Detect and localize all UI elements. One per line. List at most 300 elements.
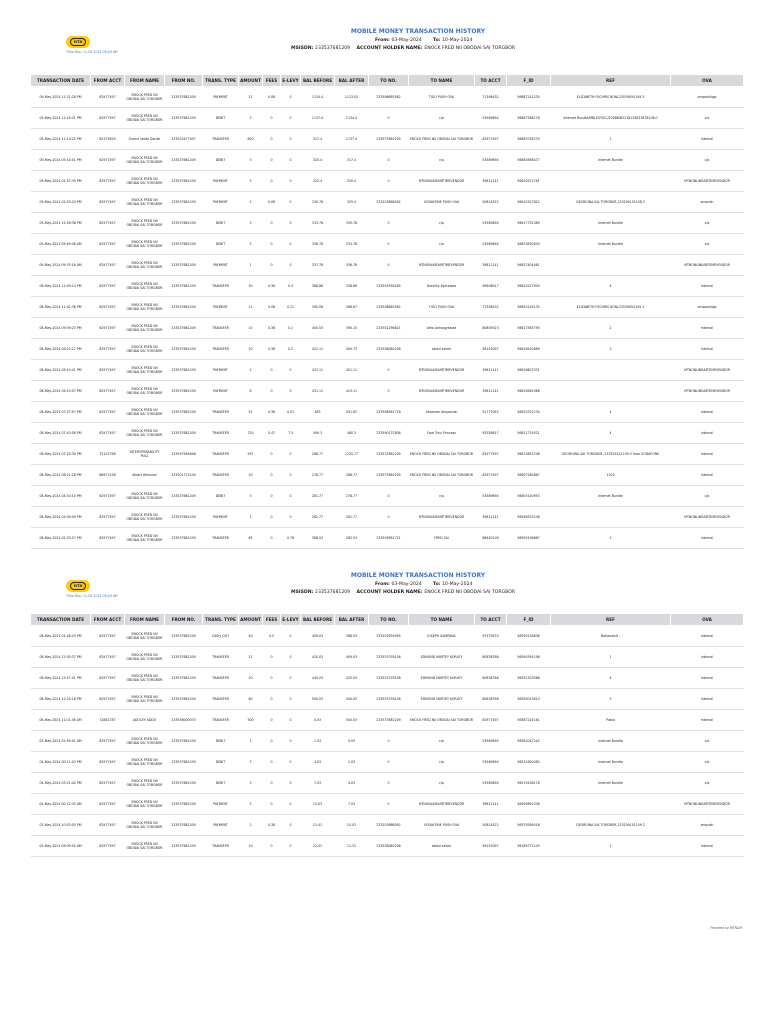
cell-transaction-date: 09-May-2024 12:26:36 PM	[31, 213, 91, 234]
cell-to-acct: 82977497	[475, 710, 507, 731]
cell-fees: 0.38	[263, 402, 281, 423]
cell-to-acct: 99608917	[475, 276, 507, 297]
table-row	[31, 444, 744, 465]
cell-to-no: 0	[369, 234, 409, 255]
cell-from-acct: 82977497	[91, 171, 125, 192]
cell-amount: 20	[239, 339, 263, 360]
column-header-bal-after: BAL AFTER	[335, 614, 369, 626]
cell-ova: Internal	[671, 339, 744, 360]
cell-bal-after: 282.53	[335, 528, 369, 549]
cell-from-no: 233537681209	[165, 171, 203, 192]
cell-ref	[551, 255, 671, 276]
cell-to-name: c/o	[409, 773, 475, 794]
cell-f-id: 56189772105	[507, 836, 551, 857]
cell-from-acct: 82977497	[91, 339, 125, 360]
cell-amount: 2	[239, 360, 263, 381]
column-header-bal-after: BAL AFTER	[335, 75, 369, 87]
cell-bal-before: 423.11	[301, 360, 335, 381]
cell-f-id: 56616607031	[507, 360, 551, 381]
cell-from-no: 233537681209	[165, 87, 203, 108]
cell-fees: 0	[263, 360, 281, 381]
table-row	[31, 731, 744, 752]
cell-bal-after: 330.78	[335, 213, 369, 234]
cell-amount: 2	[239, 815, 263, 836]
cell-to-no: 0	[369, 731, 409, 752]
cell-from-acct: 82977497	[91, 731, 125, 752]
cell-from-name: ENOCK FRED NII OBODAI SAI TORGBOR	[125, 297, 165, 318]
cell-amount: 10	[239, 836, 263, 857]
cell-fees: 0.5	[263, 626, 281, 647]
cell-fees: 0	[263, 668, 281, 689]
column-header-to-no: TO NO.	[369, 75, 409, 87]
cell-fees: 0	[263, 486, 281, 507]
cell-from-no: 233537681209	[165, 339, 203, 360]
cell-ova: Internal	[671, 668, 744, 689]
cell-to-no: 233203868092	[369, 815, 409, 836]
cell-transaction-date: 09-May-2024 09:49:08 AM	[31, 234, 91, 255]
cell-ova: Internal	[671, 444, 744, 465]
cell-amount: 3	[239, 234, 263, 255]
cell-bal-after: 1137.4	[335, 129, 369, 150]
cell-ova: MTNONLINEAIRTIMEVENDOR	[671, 360, 744, 381]
table-row	[31, 150, 744, 171]
cell-transaction-date: 08-May-2024 09:10:41 PM	[31, 360, 91, 381]
cell-to-acct: 39811141	[475, 381, 507, 402]
cell-to-name: ENOCK FRED NII OBODAI SAI TORGBOR	[409, 444, 475, 465]
cell-to-name: TIGO PUSH OVA	[409, 297, 475, 318]
column-header-f-id: F_ID	[507, 614, 551, 626]
cell-to-acct: 82977497	[475, 465, 507, 486]
cell-ova: MTNONLINEAIRTIMEVENDOR	[671, 507, 744, 528]
cell-bal-after: 325.4	[335, 192, 369, 213]
cell-bal-before: 1.03	[301, 731, 335, 752]
cell-amount: 10	[239, 465, 263, 486]
table-header-row	[31, 614, 744, 626]
cell-amount: 3	[239, 773, 263, 794]
cell-from-no: 233537681209	[165, 234, 203, 255]
cell-to-no: 233558080298	[369, 339, 409, 360]
cell-bal-after: 317.4	[335, 150, 369, 171]
time-run: Time Run: 11-05-2024 08:29 AM	[66, 50, 118, 54]
cell-to-name: FRED SAI	[409, 528, 475, 549]
cell-to-no: 233537681209	[369, 465, 409, 486]
cell-transaction-date: 03-May-2024 10:53:05 PM	[31, 815, 91, 836]
cell-amount: 1	[239, 731, 263, 752]
cell-f-id: 56623830630	[507, 234, 551, 255]
cell-f-id: 56613853708	[507, 444, 551, 465]
page-1-header	[0, 0, 768, 70]
column-header-amount: AMOUNT	[239, 75, 263, 87]
cell-transaction-date: 08-May-2024 07:57:57 PM	[31, 402, 91, 423]
cell-ova: Internal	[671, 402, 744, 423]
cell-ova: Internal	[671, 836, 744, 857]
cell-bal-before: 278.77	[301, 465, 335, 486]
cell-to-name: MTNONLINEAIRTIMEVENDOR	[409, 381, 475, 402]
cell-from-name: ENOCK FRED NII OBODAI SAI TORGBOR	[125, 507, 165, 528]
cell-transaction-date: 08-May-2024 07:24:30 PM	[31, 444, 91, 465]
cell-e-levy: 0	[281, 129, 301, 150]
cell-to-no: 233537681209	[369, 129, 409, 150]
report-title: MOBILE MONEY TRANSACTION HISTORY	[350, 28, 486, 35]
table-row	[31, 423, 744, 444]
cell-f-id: 56519258178	[507, 773, 551, 794]
cell-bal-before: 12.41	[301, 815, 335, 836]
table-row	[31, 402, 744, 423]
cell-to-no: 233598561718	[369, 402, 409, 423]
cell-ref: Nationalsit -	[551, 626, 671, 647]
cell-from-no: 233537681209	[165, 507, 203, 528]
cell-fees: 0	[263, 465, 281, 486]
cell-ref: 1	[551, 129, 671, 150]
cell-transaction-date: 08-May-2024 02:09:09 PM	[31, 507, 91, 528]
cell-ref: 4	[551, 402, 671, 423]
cell-e-levy: 0	[281, 87, 301, 108]
cell-fees: 0.08	[263, 87, 281, 108]
column-header-to-name: TO NAME	[409, 75, 475, 87]
cell-ova: Internal	[671, 710, 744, 731]
cell-to-acct: 80838768	[475, 668, 507, 689]
cell-amount: 20	[239, 668, 263, 689]
cell-e-levy: 0	[281, 360, 301, 381]
cell-to-name: ENOCK FRED NII OBODAI SAI TORGBOR	[409, 710, 475, 731]
cell-trans-type: PAYMENT	[203, 255, 239, 276]
cell-to-name: c/o	[409, 731, 475, 752]
cell-bal-after: 420.03	[335, 668, 369, 689]
cell-ref: 2	[551, 339, 671, 360]
cell-from-no: 233501723100	[165, 465, 203, 486]
cell-from-acct: 82977497	[91, 276, 125, 297]
to-label: To:	[432, 38, 441, 43]
cell-from-name: ENOCK FRED NII OBODAI SAI TORGBOR	[125, 423, 165, 444]
holder-label: ACCOUNT HOLDER NAME:	[356, 46, 423, 51]
cell-to-acct: 56153097	[475, 836, 507, 857]
cell-fees: 0	[263, 129, 281, 150]
cell-ref	[551, 171, 671, 192]
cell-from-name: ENOCK FRED NII OBODAI SAI TORGBOR	[125, 318, 165, 339]
cell-ref: 1	[551, 647, 671, 668]
cell-from-name: INTEROPERABILITY PULL	[125, 444, 165, 465]
cell-from-name: ENOCK FRED NII OBODAI SAI TORGBOR	[125, 213, 165, 234]
cell-to-no: 0	[369, 773, 409, 794]
cell-e-levy: 0	[281, 381, 301, 402]
cell-transaction-date: 04-May-2024 03:21:42 PM	[31, 773, 91, 794]
cell-transaction-date: 08-May-2024 11:49:14 PM	[31, 276, 91, 297]
cell-amount: 1	[239, 255, 263, 276]
cell-to-acct: 53589694	[475, 234, 507, 255]
table-row	[31, 507, 744, 528]
cell-trans-type: DEBIT	[203, 234, 239, 255]
cell-transaction-date: 08-May-2024 12:05:37 PM	[31, 647, 91, 668]
cell-amount: 85	[239, 528, 263, 549]
transactions-table-page-1	[30, 74, 744, 549]
cell-from-name: ENOCK FRED NII OBODAI SAI TORGBOR	[125, 528, 165, 549]
cell-f-id: 56615322234	[507, 402, 551, 423]
cell-f-id: 56595196687	[507, 528, 551, 549]
cell-amount: 11	[239, 647, 263, 668]
cell-bal-after: 12.31	[335, 836, 369, 857]
cell-to-no: 233558080298	[369, 836, 409, 857]
cell-from-name: ENOCK FRED NII OBODAI SAI TORGBOR	[125, 668, 165, 689]
cell-transaction-date: 08-May-2024 06:21:28 PM	[31, 465, 91, 486]
cell-transaction-date: 03-May-2024 09:09:54 AM	[31, 836, 91, 857]
cell-to-acct: 53589694	[475, 486, 507, 507]
cell-from-acct: 82375829	[91, 129, 125, 150]
table-row	[31, 108, 744, 129]
cell-transaction-date: 04-May-2024 02:39:41 AM	[31, 731, 91, 752]
table-row	[31, 339, 744, 360]
cell-ova: MTNONLINEAIRTIMEVENDOR	[671, 381, 744, 402]
cell-bal-before: 368.53	[301, 528, 335, 549]
cell-transaction-date: 08-May-2024 07:43:08 PM	[31, 423, 91, 444]
cell-bal-after: 390.15	[335, 318, 369, 339]
cell-f-id: 56590395198	[507, 647, 551, 668]
column-header-ova: OVA	[671, 614, 744, 626]
cell-from-acct: 82977497	[91, 668, 125, 689]
cell-bal-after: 288.77	[335, 465, 369, 486]
cell-bal-after: 500.03	[335, 710, 369, 731]
cell-to-name: ENOCK FRED NII OBODAI SAI TORGBOR	[409, 465, 475, 486]
cell-to-name: Dorothy Kyerewaa	[409, 276, 475, 297]
cell-from-no: 233537681209	[165, 668, 203, 689]
cell-to-name: abdul salam	[409, 836, 475, 857]
cell-to-name: JOSEPH SAMPANA	[409, 626, 475, 647]
from-label: From:	[375, 38, 390, 43]
cell-ref: Internet Bundle	[551, 150, 671, 171]
cell-to-no: 0	[369, 486, 409, 507]
cell-to-no: 0	[369, 360, 409, 381]
cell-f-id: 56627404461	[507, 255, 551, 276]
cell-from-no: 233537681209	[165, 276, 203, 297]
cell-ova: Internal	[671, 318, 744, 339]
cell-e-levy: 0	[281, 626, 301, 647]
table-row	[31, 276, 744, 297]
table-row	[31, 192, 744, 213]
cell-bal-before: 7.03	[301, 773, 335, 794]
to-date: 10-May-2024	[442, 38, 473, 43]
cell-ova: ampush	[671, 815, 744, 836]
cell-transaction-date: 08-May-2024 09:22:27 PM	[31, 339, 91, 360]
cell-trans-type: DEBIT	[203, 150, 239, 171]
cell-to-acct: 53589694	[475, 108, 507, 129]
cell-trans-type: PAYMENT	[203, 815, 239, 836]
cell-transaction-date: 09-May-2024 01:53:20 PM	[31, 192, 91, 213]
cell-f-id: 56683698477	[507, 150, 551, 171]
table-row	[31, 710, 744, 731]
cell-from-name: ENOCK FRED NII OBODAI SAI TORGBOR	[125, 689, 165, 710]
cell-bal-before: 420.03	[301, 647, 335, 668]
cell-from-acct: 82977497	[91, 836, 125, 857]
table-row	[31, 381, 744, 402]
cell-e-levy: 0	[281, 192, 301, 213]
cell-to-no: 0	[369, 255, 409, 276]
cell-from-no: 233537681209	[165, 794, 203, 815]
msisdn-value: 233537681209	[315, 46, 351, 51]
cell-fees: 0.38	[263, 276, 281, 297]
cell-fees: 0	[263, 213, 281, 234]
cell-bal-after: 1.03	[335, 752, 369, 773]
cell-to-acct: 71398432	[475, 87, 507, 108]
cell-bal-after: 480.3	[335, 423, 369, 444]
column-header-trans-type: TRANS. TYPE	[203, 614, 239, 626]
cell-f-id: 56617752389	[507, 213, 551, 234]
msisdn-value: 233537681209	[315, 590, 351, 595]
powered-by: Powered by MTNGH	[710, 926, 742, 930]
cell-from-no: 233537681209	[165, 689, 203, 710]
cell-bal-before: 320.4	[301, 150, 335, 171]
cell-amount: 8	[239, 381, 263, 402]
cell-ova: Internal	[671, 528, 744, 549]
cell-fees: 0.38	[263, 339, 281, 360]
cell-to-acct: 39811141	[475, 255, 507, 276]
cell-e-levy: 0.2	[281, 339, 301, 360]
cell-to-acct: 82977497	[475, 129, 507, 150]
cell-amount: 10	[239, 318, 263, 339]
cell-transaction-date: 09-May-2024 11:21:28 PM	[31, 87, 91, 108]
mtn-logo	[66, 580, 90, 592]
cell-to-no: 233557076108	[369, 668, 409, 689]
cell-from-acct: 82977497	[91, 192, 125, 213]
cell-to-name: EDMOND MARTEY KORLEY	[409, 668, 475, 689]
cell-ref: Pablo	[551, 710, 671, 731]
cell-to-acct: 80838768	[475, 689, 507, 710]
cell-e-levy: 0.76	[281, 528, 301, 549]
from-line	[375, 38, 472, 43]
cell-e-levy: 0.21	[281, 297, 301, 318]
cell-ova: c/o	[671, 773, 744, 794]
cell-to-no: 233590137808	[369, 423, 409, 444]
cell-f-id: 56687241230	[507, 87, 551, 108]
cell-to-name: MTNONLINEAIRTIMEVENDOR	[409, 507, 475, 528]
cell-amount: 500	[239, 710, 263, 731]
cell-to-name: c/o	[409, 213, 475, 234]
cell-to-acct: 53589694	[475, 731, 507, 752]
cell-from-no: 233537681209	[165, 486, 203, 507]
cell-transaction-date: 08-May-2024 11:01:36 AM	[31, 710, 91, 731]
cell-from-acct: 82977497	[91, 486, 125, 507]
cell-bal-before: 440.03	[301, 668, 335, 689]
cell-to-no: 233203868092	[369, 192, 409, 213]
cell-trans-type: DEBIT	[203, 752, 239, 773]
cell-bal-before: 325.4	[301, 171, 335, 192]
column-header-amount: AMOUNT	[239, 614, 263, 626]
cell-from-no: 233537681209	[165, 150, 203, 171]
column-header-from-no: FROM NO.	[165, 75, 203, 87]
cell-e-levy: 0	[281, 752, 301, 773]
logo-text: MTN	[70, 582, 86, 590]
cell-from-acct: 82977497	[91, 402, 125, 423]
cell-ova: Internal	[671, 689, 744, 710]
table-row	[31, 318, 744, 339]
cell-trans-type: PAYMENT	[203, 297, 239, 318]
cell-bal-before: 4.03	[301, 752, 335, 773]
cell-from-no: 233558000070	[165, 710, 203, 731]
column-header-bal-before: BAL BEFORE	[301, 614, 335, 626]
cell-trans-type: DEBIT	[203, 108, 239, 129]
cell-f-id: 56587224161	[507, 710, 551, 731]
cell-transaction-date: 04-May-2024 00:11:03 PM	[31, 752, 91, 773]
page-2-header	[0, 544, 768, 614]
cell-e-levy: 0	[281, 171, 301, 192]
cell-ova: MTNONLINEAIRTIMEVENDOR	[671, 794, 744, 815]
column-header-trans-type: TRANS. TYPE	[203, 75, 239, 87]
cell-to-acct: 53589694	[475, 150, 507, 171]
cell-e-levy: 0.51	[281, 402, 301, 423]
cell-fees: 0	[263, 710, 281, 731]
table-row	[31, 815, 744, 836]
cell-from-acct: 82977497	[91, 234, 125, 255]
cell-to-acct: 53589694	[475, 773, 507, 794]
cell-from-name: ENOCK FRED NII OBODAI SAI TORGBOR	[125, 255, 165, 276]
cell-from-acct: 72881787	[91, 710, 125, 731]
cell-f-id: 56582047242	[507, 731, 551, 752]
cell-bal-before: 1137.4	[301, 108, 335, 129]
cell-e-levy: 0	[281, 486, 301, 507]
cell-from-no: 233537681209	[165, 626, 203, 647]
cell-from-no: 233537681209	[165, 752, 203, 773]
cell-to-name: c/o	[409, 150, 475, 171]
cell-ref: ELIZABETH FSCHRIS BONL23539054109.3	[551, 87, 671, 108]
cell-from-name: ENOCK FRED NII OBODAI SAI TORGBOR	[125, 647, 165, 668]
cell-fees: 0	[263, 255, 281, 276]
cell-from-name: Albert Afriasian	[125, 465, 165, 486]
holder-value: ENOCK FRED NII OBODAI SAI TORGBOR	[424, 46, 516, 51]
cell-amount: 11	[239, 87, 263, 108]
table-row	[31, 794, 744, 815]
cell-amount: 720	[239, 423, 263, 444]
account-line	[291, 46, 515, 51]
cell-bal-before: 421.11	[301, 339, 335, 360]
cell-trans-type: PAYMENT	[203, 171, 239, 192]
cell-from-no: 233537681209	[165, 528, 203, 549]
column-header-from-no: FROM NO.	[165, 614, 203, 626]
cell-bal-after: 440.03	[335, 689, 369, 710]
cell-ref: GEORGINA SAI TORGBOR ,233209151109.3 from VODAFONE	[551, 444, 671, 465]
cell-trans-type: TRANSFER	[203, 647, 239, 668]
cell-trans-type: TRANSFER	[203, 836, 239, 857]
cell-bal-after: 421.11	[335, 360, 369, 381]
cell-ova: c/o	[671, 486, 744, 507]
cell-bal-after: 338.68	[335, 276, 369, 297]
cell-from-name: ENOCK FRED NII OBODAI SAI TORGBOR	[125, 731, 165, 752]
cell-bal-after: 1225.77	[335, 444, 369, 465]
column-header-to-acct: TO ACCT	[475, 75, 507, 87]
cell-to-acct: 39811141	[475, 360, 507, 381]
table-row	[31, 171, 744, 192]
cell-transaction-date: 08-May-2024 11:42:36 PM	[31, 297, 91, 318]
cell-ref: 4	[551, 276, 671, 297]
cell-from-name: ENOCK FRED NII OBODAI SAI TORGBOR	[125, 192, 165, 213]
cell-from-name: ENOCK FRED NII OBODAI SAI TORGBOR	[125, 171, 165, 192]
cell-to-name: MTNONLINEAIRTIMEVENDOR	[409, 360, 475, 381]
from-label: From:	[375, 582, 390, 587]
cell-from-no: 233537681209	[165, 773, 203, 794]
cell-from-acct: 72107788	[91, 444, 125, 465]
cell-ref: 5	[551, 528, 671, 549]
cell-bal-before: 0.03	[301, 710, 335, 731]
cell-from-name: ENOCK FRED NII OBODAI SAI TORGBOR	[125, 626, 165, 647]
cell-trans-type: TRANSFER	[203, 423, 239, 444]
cell-fees: 0.38	[263, 815, 281, 836]
cell-f-id: 56617563795	[507, 318, 551, 339]
cell-f-id: 56607280867	[507, 465, 551, 486]
cell-f-id: 56616581966	[507, 381, 551, 402]
cell-f-id: 56616910689	[507, 339, 551, 360]
cell-transaction-date: 08-May-2024 04:33:10 PM	[31, 486, 91, 507]
cell-from-name: ENOCK FRED NII OBODAI SAI TORGBOR	[125, 773, 165, 794]
table-row	[31, 647, 744, 668]
cell-from-no: 233537681209	[165, 318, 203, 339]
cell-fees: 0	[263, 507, 281, 528]
